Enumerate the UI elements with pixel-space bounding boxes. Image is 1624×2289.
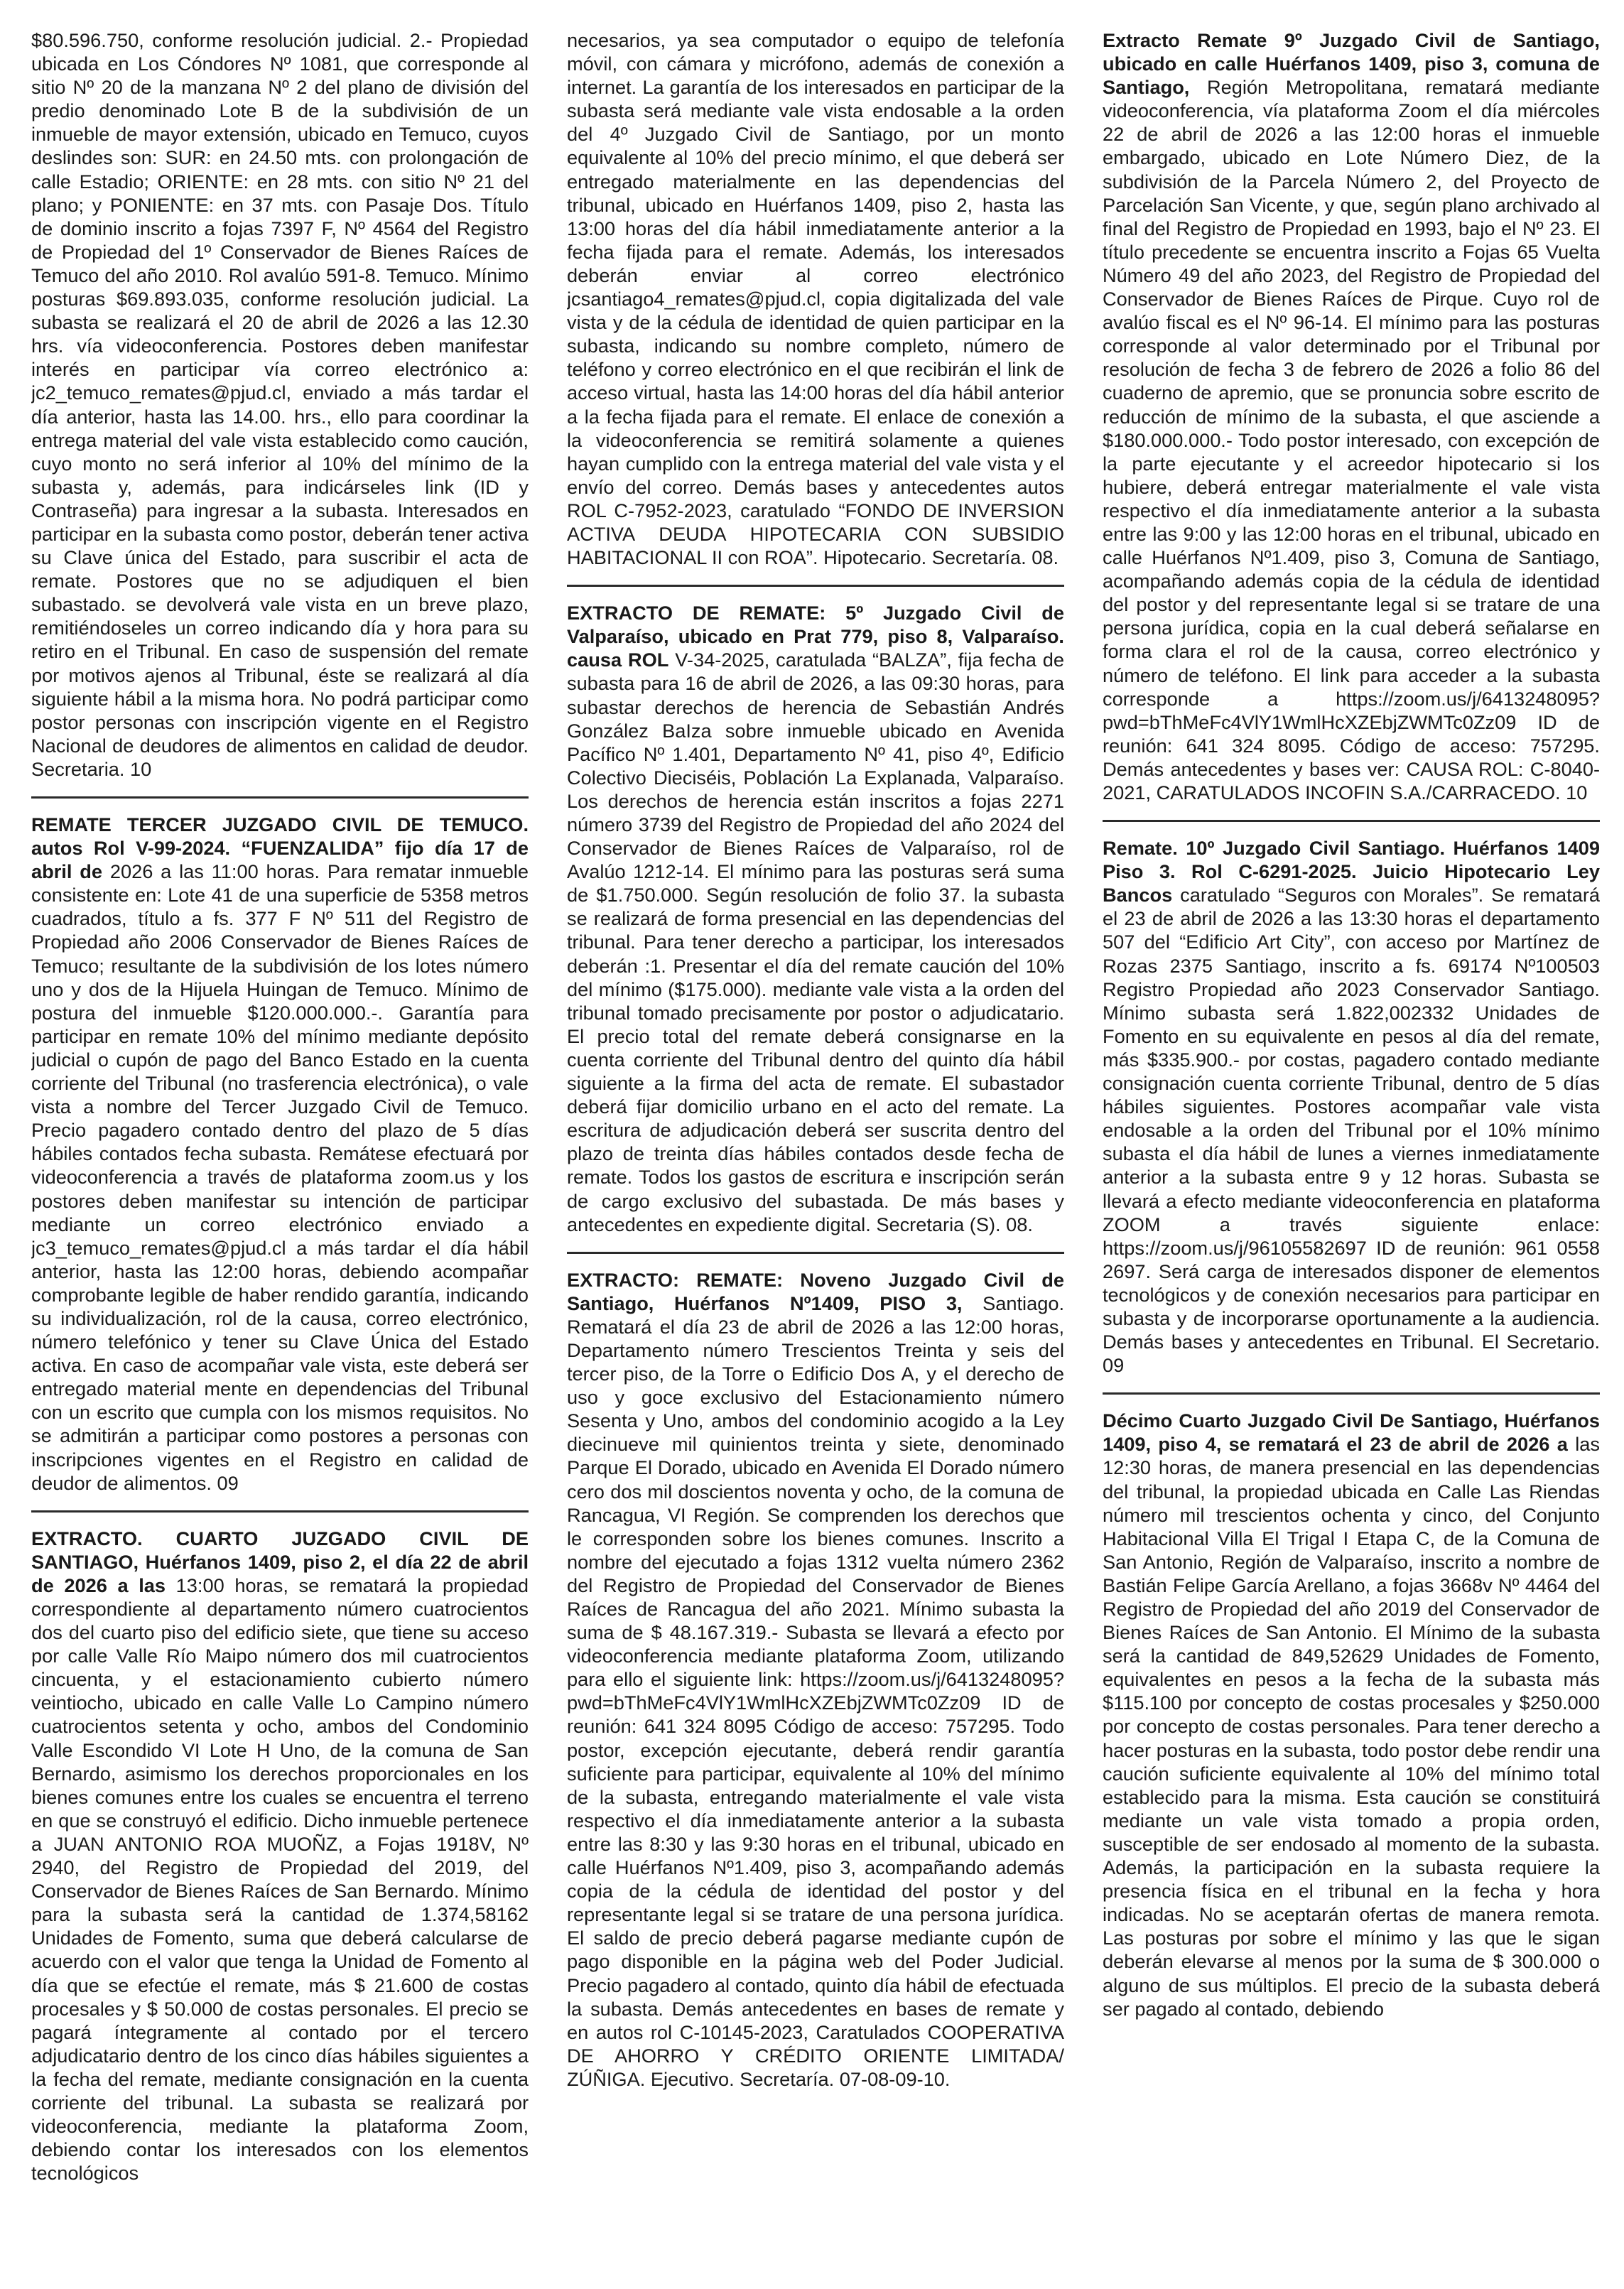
notice-body: 2026 a las 11:00 horas. Para rematar inmueble consistente en: Lote 41 de una superficie de 5358 metros cuadrados, título a fs. 377 F Nº 511 del Registro de Propiedad año 2006 Conservador de Bienes Raíces de Temuco; resultante de la subdivisión de los lotes número uno y dos de la Hijuela Huingan de Temuco. Mínimo de postura del inmueble $120.000.000.-. Garantía para participar en remate 10% del mínimo mediante depósito judicial o cupón de pago del Banco Estado en la cuenta corriente del Tribunal (no trasferencia electrónica), o vale vista a nombre del Tercer Juzgado Civil de Temuco. Precio pagadero contado dentro del plazo de 5 días hábiles contados fecha subasta. Remátese efectuará por videoconferencia a través de plataforma zoom.us y los postores deben manifestar su intención de participar mediante un correo electrónico enviado a jc3_temuco_remates@pjud.cl a más tardar el día hábil anterior, hasta las 12:00 horas, debiendo acompañar comprobante legible de haber rendido garantía, indicando su individualización, rol de la causa, correo electrónico, número telefónico y tener su Clave Única del Estado activa. En caso de acompañar vale vista, este deberá ser entregado material mente en dependencias del Tribunal con un escrito que cumpla con los mismos requisitos. No se admitirán a participar como postores a personas con inscripciones vigentes en el Registro en calidad de deudor de alimentos. 09 (31, 860, 529, 1494)
separator-rule (31, 1510, 529, 1513)
legal-notice (1103, 28, 1600, 804)
notice-body: Santiago. Rematará el día 23 de abril de 2026 a las 12:00 horas, Departamento número Trescientos Treinta y seis del tercer piso, de la Torre o Edificio Dos A, y el derecho de uso y goce exclusivo del Estacionamiento número Sesenta y Uno, ambos del condominio acogido a la Ley diecinueve mil quinientos treinta y siete, denominado Parque El Dorado, ubicado en Avenida El Dorado número cero dos mil doscientos noventa y ocho, de la comuna de Rancagua, VI Región. Se comprenden los derechos que le corresponden sobre los bienes comunes. Inscrito a nombre del ejecutado a fojas 1312 vuelta número 2362 del Registro de Propiedad del Conservador de Bienes Raíces de Rancagua del año 2021. Mínimo subasta la suma de $ 48.167.319.- Subasta se llevará a efecto por videoconferencia mediante plataforma Zoom, utilizando para ello el siguiente link: https://zoom.us/j/6413248095?pwd=bThMeFc4VlY1WmlHcXZEbjZWMTc0Zz09 ID de reunión: 641 324 8095 Código de acceso: 757295. Todo postor, excepción ejecutante, deberá rendir garantía suficiente para participar, equivalente al 10% del mínimo de la subasta, entregando materialmente el vale vista respectivo el día inmediatamente anterior a la subasta entre las 8:30 y las 9:30 horas en el tribunal, ubicado en calle Huérfanos Nº1.409, piso 3, acompañando además copia de la cédula de identidad del postor y del representante legal si se tratare de una persona jurídica. El saldo de precio deberá pagarse mediante cupón de pago disponible en la página web del Poder Judicial. Precio pagadero al contado, quinto día hábil de efectuada la subasta. Demás antecedentes en bases de remate y en autos rol C-10145-2023, Caratulados COOPERATIVA DE AHORRO Y CRÉDITO ORIENTE LIMITADA/ ZÚÑIGA. Ejecutivo. Secretaría. 07-08-09-10. (567, 1292, 1064, 2090)
column-2 (567, 28, 1064, 2275)
separator-rule (567, 585, 1064, 587)
column-1 (31, 28, 529, 2275)
notice-body: Región Metropolitana, rematará mediante videoconferencia, vía plataforma Zoom el día miércoles 22 de abril de 2026 a las 12:00 horas el inmueble embargado, ubicado en Lote Número Diez, de la subdivisión de la Parcela Número 2, del Proyecto de Parcelación San Vicente, y que, según plano archivado al final del Registro de Propiedad en 1993, bajo el Nº 23. El título precedente se encuentra inscrito a Fojas 65 Vuelta Número 49 del año 2023, del Registro de Propiedad del Conservador de Bienes Raíces de Pirque. Cuyo rol de avalúo fiscal es el Nº 96-14. El mínimo para las posturas corresponde al valor determinado por el Tribunal por resolución de fecha 3 de febrero de 2026 a folio 86 del cuaderno de apremio, que se pronuncia sobre escrito de reducción de mínimo de la subasta, el que asciende a $180.000.000.- Todo postor interesado, con excepción de la parte ejecutante y el acreedor hipotecario si los hubiere, deberá entregar materialmente el vale vista respectivo el día inmediatamente anterior a la subasta entre las 9:00 y las 12:00 horas en el tribunal, ubicado en calle Huérfanos Nº1.409, piso 3, Comuna de Santiago, acompañando además copia de la cédula de identidad del postor y del representante legal si se tratare de una persona jurídica, copia en la cual deberá señalarse en forma clara el rol de la causa, correo electrónico y número de teléfono. El link para acceder a la subasta corresponde a https://zoom.us/j/6413248095?pwd=bThMeFc4VlY1WmlHcXZEbjZWMTc0Zz09 ID de reunión: 641 324 8095. Código de acceso: 757295. Demás antecedentes y bases ver: CAUSA ROL: C-8040-2021, CARATULADOS INCOFIN S.A./CARRACEDO. 10 (1103, 76, 1600, 803)
notice-text (31, 813, 529, 1495)
notice-heading: Extracto Remate 9º Juzgado Civil de Santiago, ubicado en calle Huérfanos 1409, piso 3, comuna de Santiago, (1103, 29, 1600, 99)
separator-rule (1103, 820, 1600, 822)
notice-text (567, 28, 1064, 569)
notice-body: caratulado “Seguros con Morales”. Se rematará el 23 de abril de 2026 a las 13:30 horas el departamento 507 del “Edificio Art City”, con acceso por Martínez de Rozas 2375 Santiago, inscrito a fs. 69174 Nº100503 Registro Propiedad año 2023 Conservador Santiago. Mínimo subasta será 1.822,002332 Unidades de Fomento en su equivalente en pesos al día del remate, más $335.900.- por costas, pagadero contado mediante consignación cuenta corriente Tribunal, dentro de 5 días hábiles siguientes. Postores acompañar vale vista endosable a la orden del Tribunal por el 10% mínimo subasta el día hábil de lunes a viernes inmediatamente anterior a la subasta entre 9 y 12 horas. Subasta se llevará a efecto mediante videoconferencia en plataforma ZOOM a través siguiente enlace: https://zoom.us/j/96105582697 ID de reunión: 961 0558 2697. Será carga de interesados disponer de elementos tecnológicos y de conexión necesarios para participar en subasta y de incorporarse oportunamente a la audiencia. Demás bases y antecedentes en Tribunal. El Secretario. 09 (1103, 884, 1600, 1377)
notice-text (31, 28, 529, 781)
legal-notice (1103, 836, 1600, 1377)
column-3 (1103, 28, 1600, 2275)
legal-notice (1103, 1409, 1600, 2020)
legal-notice (31, 813, 529, 1495)
notice-heading: EXTRACTO: REMATE: Noveno Juzgado Civil de Santiago, Huérfanos Nº1409, PISO 3, (567, 1268, 1064, 1314)
legal-notice (567, 28, 1064, 569)
notice-heading: EXTRACTO DE REMATE: 5º Juzgado Civil de Valparaíso, ubicado en Prat 779, piso 8, Valparaíso. causa ROL (567, 602, 1064, 671)
notice-heading: REMATE TERCER JUZGADO CIVIL DE TEMUCO. autos Rol V-99-2024. “FUENZALIDA” fijo día 17 de abril de (31, 813, 529, 883)
separator-rule (1103, 1392, 1600, 1395)
notice-text (1103, 836, 1600, 1377)
legal-notice (31, 28, 529, 781)
notice-text (567, 601, 1064, 1236)
legal-notice (567, 1268, 1064, 2091)
notice-body: 13:00 horas, se rematará la propiedad correspondiente al departamento número cuatrocientos dos del cuarto piso del edificio siete, que tiene su acceso por calle Valle Río Maipo número dos mil cuatrocientos cincuenta, y el estacionamiento cubierto número veintiocho, ubicado en calle Valle Lo Campino número cuatrocientos setenta y ocho, ambos del Condominio Valle Escondido VI Lote H Uno, de la comuna de San Bernardo, asimismo los derechos proporcionales en los bienes comunes entre los cuales se encuentra el terreno en que se construyó el edificio. Dicho inmueble pertenece a JUAN ANTONIO ROA MUOÑZ, a Fojas 1918V, Nº 2940, del Registro de Propiedad del 2019, del Conservador de Bienes Raíces de San Bernardo. Mínimo para la subasta será la cantidad de 1.374,58162 Unidades de Fomento, suma que deberá calcularse de acuerdo con el valor que tenga la Unidad de Fomento al día que se efectúe el remate, más $ 21.600 de costas procesales y $ 50.000 de costas personales. El precio se pagará íntegramente al contado por el tercero adjudicatario dentro de los cinco días hábiles siguientes a la fecha del remate, mediante consignación en la cuenta corriente del tribunal. La subasta se realizará por videoconferencia, mediante la plataforma Zoom, debiendo contar los interesados con los elementos tecnológicos (31, 1574, 529, 2185)
legal-notice (31, 1527, 529, 2185)
notice-body: $80.596.750, conforme resolución judicial. 2.- Propiedad ubicada en Los Cóndores Nº 1081, que corresponde al sitio Nº 20 de la manzana Nº 2 del plano de división del predio denominado Lote B de la subdivisión de un inmueble de mayor extensión, ubicado en Temuco, cuyos deslindes son: SUR: en 24.50 mts. con prolongación de calle Estadio; ORIENTE: en 28 mts. con sitio Nº 21 del plano; y PONIENTE: en 37 mts. con Pasaje Dos. Título de dominio inscrito a fojas 7397 F, Nº 4564 del Registro de Propiedad del 1º Conservador de Bienes Raíces de Temuco del año 2010. Rol avalúo 591-8. Temuco. Mínimo posturas $69.893.035, conforme resolución judicial. La subasta se realizará el 20 de abril de 2026 a las 12.30 hrs. vía videoconferencia. Postores deben manifestar interés en participar vía correo electrónico a: jc2_temuco_remates@pjud.cl, enviado a más tardar el día anterior, hasta las 14.00. hrs., ello para coordinar la entrega material del vale vista establecido como caución, cuyo monto no será inferior al 10% del mínimo de la subasta y, además, para indicárseles link (ID y Contraseña) para ingresar a la subasta. Interesados en participar en la subasta como postor, deberán tener activa su Clave única del Estado, para suscribir el acta de remate. Postores que no se adjudiquen el bien subastado. se devolverá vale vista en un breve plazo, remitiéndoseles un correo indicando día y hora para su retiro en el Tribunal. En caso de suspensión del remate por motivos ajenos al Tribunal, éste se realizará al día siguiente hábil a la misma hora. No podrá participar como postor personas con inscripción vigente en el Registro Nacional de deudores de alimentos en calidad de deudor. Secretaria. 10 (31, 29, 529, 780)
notice-body: las 12:30 horas, de manera presencial en las dependencias del tribunal, la propiedad ubicada en Calle Las Riendas número mil trescientos ochenta y cinco, del Conjunto Habitacional Villa El Trigal I Etapa C, de la Comuna de San Antonio, Región de Valparaíso, inscrito a nombre de Bastián Felipe García Arellano, a fojas 3668v Nº 4464 del Registro de Propiedad del año 2019 del Conservador de Bienes Raíces de San Antonio. El Mínimo de la subasta será la cantidad de 849,52629 Unidades de Fomento, equivalentes en pesos a la fecha de la subasta más $115.100 por concepto de costas procesales y $250.000 por concepto de costas personales. Para tener derecho a hacer posturas en la subasta, todo postor debe rendir una caución suficiente equivalente al 10% del mínimo total establecido para la misma. Esta caución se constituirá mediante un vale vista tomado a propia orden, susceptible de ser endosado al momento de la subasta. Además, la participación en la subasta requiere la presencia física en el tribunal en la fecha y hora indicadas. No se aceptarán ofertas de manera remota. Las posturas por sobre el mínimo y las que le sigan deberán elevarse al menos por la suma de $ 300.000 o alguno de sus múltiplos. El precio de la subasta deberá ser pagado al contado, debiendo (1103, 1433, 1600, 2020)
notice-text (1103, 1409, 1600, 2020)
notice-body: V-34-2025, caratulada “BALZA”, fija fecha de subasta para 16 de abril de 2026, a las 09:30 horas, para subastar derechos de herencia de Sebastián Andrés González BaIza sobre inmueble ubicado en Avenida Pacífico Nº 1.401, Departamento Nº 41, piso 4º, Edificio Colectivo Dieciséis, Población La Explanada, Valparaíso. Los derechos de herencia están inscritos a fojas 2271 número 3739 del Registro de Propiedad del año 2024 del Conservador de Bienes Raíces de Valparaíso, rol de Avalúo 1212-14. El mínimo para las posturas será suma de $1.750.000. Según resolución de folio 37. la subasta se realizará de forma presencial en las dependencias del tribunal. Para tener derecho a participar, los interesados deberán :1. Presentar el día del remate caución del 10% del mínimo ($175.000). mediante vale vista a la orden del tribunal tomado precisamente por postor o adjudicatario. El precio total del remate deberá consignarse en la cuenta corriente del Tribunal dentro del quinto día hábil siguiente a la firma del acta de remate. El subastador deberá fijar domicilio urbano en el acto del remate. La escritura de adjudicación deberá ser suscrita dentro del plazo de treinta días hábiles contados desde fecha de remate. Todos los gastos de escritura e inscripción serán de cargo exclusivo del subastada. De más bases y antecedentes en expediente digital. Secretaria (S). 08. (567, 649, 1064, 1235)
notice-text (567, 1268, 1064, 2091)
notice-heading: EXTRACTO. CUARTO JUZGADO CIVIL DE SANTIAGO, Huérfanos 1409, piso 2, el día 22 de abril de 2026 a las (31, 1527, 529, 1596)
notice-body: necesarios, ya sea computador o equipo de telefonía móvil, con cámara y micrófono, además de conexión a internet. La garantía de los interesados en participar de la subasta será mediante vale vista endosable a la orden del 4º Juzgado Civil de Santiago, por un monto equivalente al 10% del precio mínimo, el que deberá ser entregado materialmente en las dependencias del tribunal, ubicado en Huérfanos 1409, piso 2, hasta las 13:00 horas del día hábil inmediatamente anterior a la fecha fijada para el remate. Además, los interesados deberán enviar al correo electrónico jcsantiago4_remates@pjud.cl, copia digitalizada del vale vista y de la cédula de identidad de quien participar en la subasta, indicando su nombre completo, número de teléfono y correo electrónico en el que recibirán el link de acceso virtual, hasta las 14:00 horas del día hábil anterior a la fecha fijada para el remate. El enlace de conexión a la videoconferencia se remitirá solamente a quienes hayan cumplido con la entrega material del vale vista y el envío del correo. Demás bases y antecedentes autos ROL C-7952-2023, caratulado “FONDO DE INVERSION ACTIVA DEUDA HIPOTECARIA CON SUBSIDIO HABITACIONAL II con ROA”. Hipotecario. Secretaría. 08. (567, 29, 1064, 569)
notice-heading: Décimo Cuarto Juzgado Civil De Santiago, Huérfanos 1409, piso 4, se rematará el 23 de abril de 2026 a (1103, 1409, 1600, 1456)
separator-rule (31, 796, 529, 799)
separator-rule (567, 1252, 1064, 1254)
notice-text (1103, 28, 1600, 804)
legal-notice (567, 601, 1064, 1236)
notice-heading: Remate. 10º Juzgado Civil Santiago. Huérfanos 1409 Piso 3. Rol C-6291-2025. Juicio Hipotecario Ley Bancos (1103, 837, 1600, 907)
notice-text (31, 1527, 529, 2185)
